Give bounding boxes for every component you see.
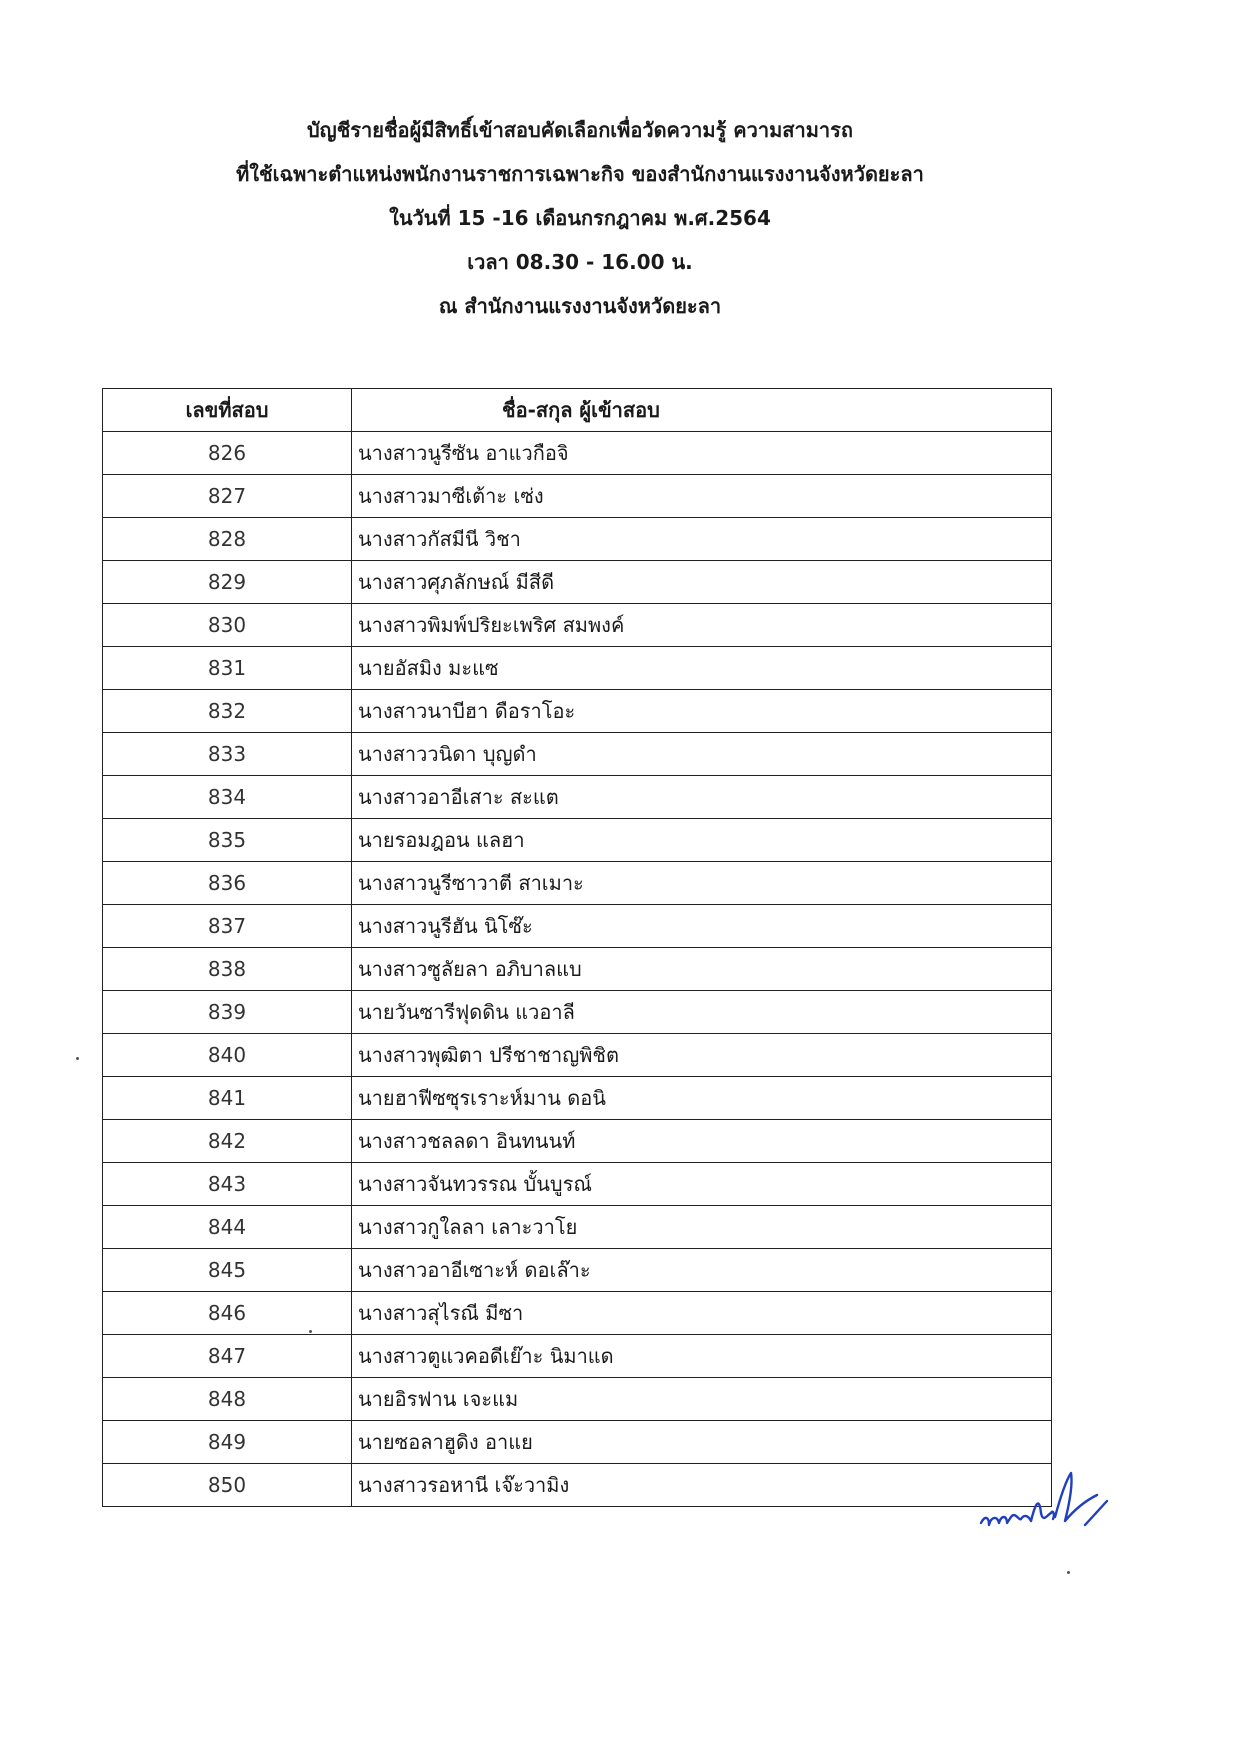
exam-number-cell: 850	[103, 1464, 352, 1507]
table-row	[103, 1120, 1052, 1163]
exam-number-cell: 830	[103, 604, 352, 647]
header-time-line: เวลา 08.30 - 16.00 น.	[467, 250, 693, 274]
table-row	[103, 1034, 1052, 1077]
header-title-line-2: ที่ใช้เฉพาะตำแหน่งพนักงานราชการเฉพาะกิจ ของสำนักงานแรงงานจังหวัดยะลา	[236, 162, 924, 186]
exam-number-cell: 842	[103, 1120, 352, 1163]
table-row	[103, 1077, 1052, 1120]
candidate-name-cell: นางสาวพุฒิตา ปรีชาชาญพิชิต	[352, 1034, 1052, 1077]
handwritten-signature	[975, 1465, 1115, 1545]
exam-number-cell: 847	[103, 1335, 352, 1378]
table-row	[103, 1163, 1052, 1206]
exam-number-cell: 834	[103, 776, 352, 819]
exam-number-cell: 829	[103, 561, 352, 604]
exam-number-cell: 838	[103, 948, 352, 991]
exam-number-cell: 840	[103, 1034, 352, 1077]
table-row	[103, 690, 1052, 733]
table-row	[103, 1421, 1052, 1464]
candidate-name-cell: นางสาวกัสมีนี วิชา	[352, 518, 1052, 561]
candidate-name-cell: นางสาวจันทวรรณ บั้นบูรณ์	[352, 1163, 1052, 1206]
candidate-name-cell: นางสาววนิดา บุญดำ	[352, 733, 1052, 776]
candidate-name-cell: นางสาวอาอีเสาะ สะแต	[352, 776, 1052, 819]
document-header	[0, 108, 1160, 328]
stray-dot	[1067, 1571, 1070, 1574]
exam-number-cell: 831	[103, 647, 352, 690]
candidate-name-cell: นายฮาฟีซซุรเราะห์มาน ดอนิ	[352, 1077, 1052, 1120]
candidate-name-cell: นางสาวนูรีซัน อาแวกือจิ	[352, 432, 1052, 475]
table-header-row	[103, 389, 1052, 432]
exam-number-cell: 848	[103, 1378, 352, 1421]
table-row	[103, 819, 1052, 862]
exam-number-cell: 832	[103, 690, 352, 733]
exam-number-cell: 837	[103, 905, 352, 948]
candidate-name-cell: นางสาวซูลัยลา อภิบาลแบ	[352, 948, 1052, 991]
header-location-line: ณ สำนักงานแรงงานจังหวัดยะลา	[438, 294, 722, 318]
candidate-name-cell: นายอิรฟาน เจะแม	[352, 1378, 1052, 1421]
table-row	[103, 1249, 1052, 1292]
exam-number-cell: 839	[103, 991, 352, 1034]
candidate-name-cell: นายอัสมิง มะแซ	[352, 647, 1052, 690]
exam-number-cell: 836	[103, 862, 352, 905]
table-row	[103, 948, 1052, 991]
table-row	[103, 518, 1052, 561]
candidate-name-cell: นางสาวนูรีฮัน นิโซ๊ะ	[352, 905, 1052, 948]
table-row	[103, 647, 1052, 690]
exam-number-cell: 844	[103, 1206, 352, 1249]
exam-number-cell: 846	[103, 1292, 352, 1335]
candidate-name-cell: นางสาวรอหานี เจ๊ะวามิง	[352, 1464, 1052, 1507]
candidate-name-cell: นางสาวกูใลลา เลาะวาโย	[352, 1206, 1052, 1249]
candidate-name-cell: นางสาวชลลดา อินทนนท์	[352, 1120, 1052, 1163]
exam-number-cell: 827	[103, 475, 352, 518]
exam-number-cell: 841	[103, 1077, 352, 1120]
column-header-exam-number: เลขที่สอบ	[103, 389, 352, 432]
exam-number-cell: 828	[103, 518, 352, 561]
candidate-name-cell: นางสาวอาอีเซาะห์ ดอเล๊าะ	[352, 1249, 1052, 1292]
exam-number-cell: 845	[103, 1249, 352, 1292]
table-row	[103, 862, 1052, 905]
candidate-name-cell: นางสาวนาบีฮา ดือราโอะ	[352, 690, 1052, 733]
table-row	[103, 1464, 1052, 1507]
exam-number-cell: 843	[103, 1163, 352, 1206]
table-row	[103, 905, 1052, 948]
candidate-name-cell: นางสาวมาซีเต้าะ เซ่ง	[352, 475, 1052, 518]
candidate-name-cell: นางสาวพิมพ์ปริยะเพริศ สมพงค์	[352, 604, 1052, 647]
column-header-candidate-name: ชื่อ-สกุล ผู้เข้าสอบ	[352, 389, 1052, 432]
exam-number-cell: 826	[103, 432, 352, 475]
candidate-name-cell: นายวันซารีฟุดดิน แวอาลี	[352, 991, 1052, 1034]
stray-dot	[76, 1057, 79, 1060]
table-row	[103, 475, 1052, 518]
candidate-name-cell: นางสาวสุไรณี มีซา	[352, 1292, 1052, 1335]
table-row	[103, 991, 1052, 1034]
header-date-line: ในวันที่ 15 -16 เดือนกรกฎาคม พ.ศ.2564	[389, 206, 771, 230]
table-row	[103, 776, 1052, 819]
exam-number-cell: 833	[103, 733, 352, 776]
exam-number-cell: 849	[103, 1421, 352, 1464]
table-row	[103, 733, 1052, 776]
exam-number-cell: 835	[103, 819, 352, 862]
candidate-name-cell: นางสาวนูรีซาวาตี สาเมาะ	[352, 862, 1052, 905]
table-row	[103, 1335, 1052, 1378]
table-row	[103, 1292, 1052, 1335]
table-row	[103, 432, 1052, 475]
candidate-name-cell: นางสาวศุภลักษณ์ มีสีดี	[352, 561, 1052, 604]
table-row	[103, 561, 1052, 604]
table-body	[103, 432, 1052, 1507]
candidate-name-cell: นางสาวตูแวคอดีเย๊าะ นิมาแด	[352, 1335, 1052, 1378]
table-row	[103, 1378, 1052, 1421]
candidate-name-cell: นายรอมฎอน แลฮา	[352, 819, 1052, 862]
table-row	[103, 1206, 1052, 1249]
table-row	[103, 604, 1052, 647]
candidate-name-cell: นายซอลาฮูดิง อาแย	[352, 1421, 1052, 1464]
candidate-table	[102, 388, 1052, 1507]
header-title-line-1: บัญชีรายชื่อผู้มีสิทธิ์เข้าสอบคัดเลือกเพื่อวัดความรู้ ความสามารถ	[306, 118, 854, 142]
stray-dot	[309, 1330, 312, 1333]
